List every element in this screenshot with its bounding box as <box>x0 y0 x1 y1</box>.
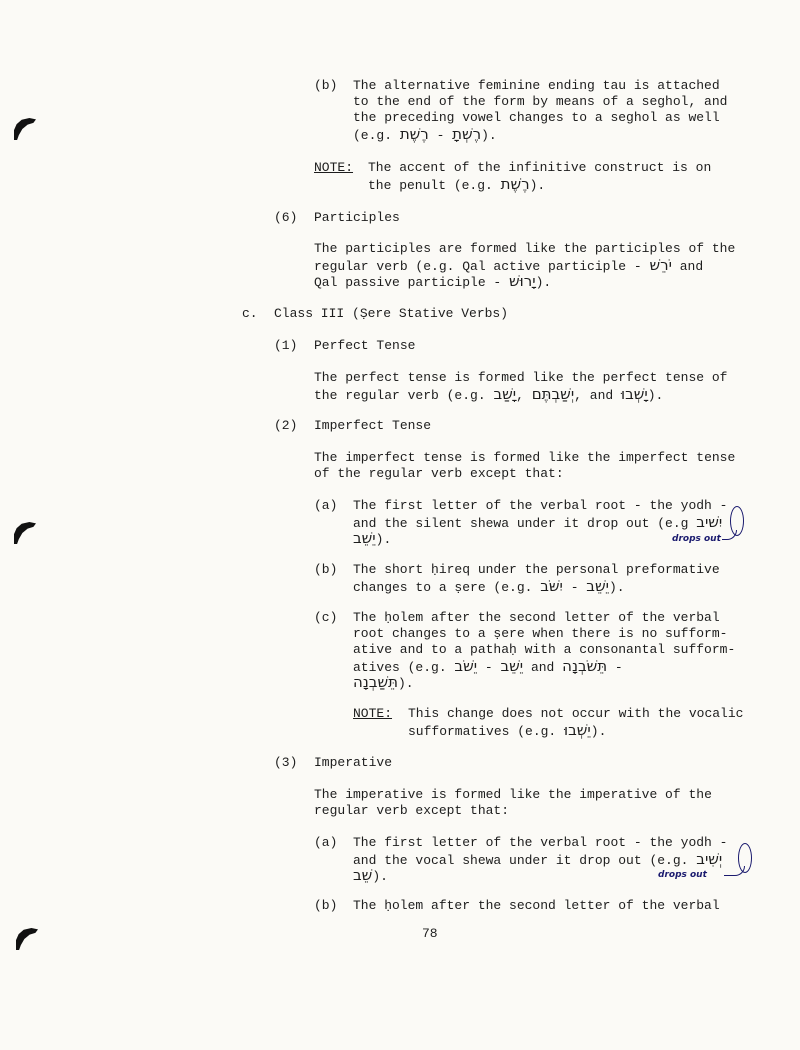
hebrew-word: תֵּשֹׁבְנָה <box>562 657 608 675</box>
section-title: Perfect Tense <box>314 338 416 353</box>
hebrew-word: יִשֹּׁב <box>540 577 563 595</box>
text-line: the preceding vowel changes to a seghol as well <box>353 110 720 125</box>
section-title: Participles <box>314 210 400 225</box>
subsection-title: Class III (Ṣere Stative Verbs) <box>274 306 509 321</box>
text-fragment: - <box>477 660 501 675</box>
text-line: The ḥolem after the second letter of the verbal <box>353 610 720 625</box>
note-label: NOTE: <box>353 706 393 721</box>
text-line <box>353 530 391 548</box>
text-line <box>353 674 414 692</box>
section-title: Imperfect Tense <box>314 418 432 433</box>
hebrew-word: יֵשְׁבוּ <box>564 721 591 739</box>
text-line: ative and to a pathaḥ with a consonantal sufform- <box>353 642 736 657</box>
note-label: NOTE: <box>314 160 354 175</box>
text-line: of the regular verb except that: <box>314 466 564 481</box>
text-fragment: the penult (e.g. <box>368 178 501 193</box>
text-fragment: - <box>428 128 453 143</box>
hebrew-word: יְשִׁיב <box>696 850 723 868</box>
hebrew-word: יָרוּשׁ <box>509 272 536 290</box>
text-fragment: sufformatives (e.g. <box>408 724 565 739</box>
hebrew-word: יֵשֵׁב <box>353 529 376 547</box>
text-line <box>368 176 545 194</box>
hebrew-word: יָשַׁב <box>493 385 517 403</box>
hebrew-word: יֹרֵשׁ <box>649 256 672 274</box>
text-line: The alternative feminine ending tau is attached <box>353 78 720 93</box>
section-title: Imperative <box>314 755 393 770</box>
text-fragment: , <box>516 388 532 403</box>
text-line: The first letter of the verbal root - the yodh - <box>353 835 728 850</box>
text-fragment: the regular verb (e.g. <box>314 388 494 403</box>
punch-hole-top <box>14 118 36 140</box>
text-fragment: ). <box>590 724 607 739</box>
text-line: This change does not occur with the vocalic <box>408 706 744 721</box>
text-fragment: and the vocal shewa under it drop out (e.g. <box>353 853 697 868</box>
hebrew-word: רֶשֶׁת <box>399 125 429 143</box>
text-line <box>353 578 625 596</box>
handwritten-arrow <box>722 530 737 540</box>
text-line: to the end of the form by means of a seghol, and <box>353 94 728 109</box>
item-label: (b) <box>314 898 338 913</box>
text-line <box>353 514 722 532</box>
text-fragment: and <box>523 660 563 675</box>
hebrew-word: יֵשֵׁב <box>500 657 524 675</box>
text-fragment: (e.g. <box>353 128 400 143</box>
text-fragment: - <box>562 580 587 595</box>
text-fragment: regular verb (e.g. Qal active participle - <box>314 259 650 274</box>
text-line: The short ḥireq under the personal preformative <box>353 562 720 577</box>
hebrew-word: רֶשֶׁת <box>500 175 530 193</box>
punch-hole-middle <box>14 522 36 544</box>
text-fragment: ). <box>372 869 388 884</box>
text-fragment: ). <box>608 580 625 595</box>
item-label: (a) <box>314 835 338 850</box>
text-line: The ḥolem after the second letter of the verbal <box>353 898 720 913</box>
text-fragment: ). <box>397 676 414 691</box>
item-label: (b) <box>314 78 338 93</box>
hebrew-word: יֵשֵׁב <box>586 577 609 595</box>
text-line <box>353 867 388 885</box>
text-fragment: ). <box>529 178 546 193</box>
text-line: The accent of the infinitive construct is on <box>368 160 712 175</box>
text-line <box>314 273 551 291</box>
text-line <box>353 126 497 144</box>
text-line: The imperfect tense is formed like the imperfect tense <box>314 450 736 465</box>
subsection-label: c. <box>242 306 258 321</box>
text-line: The imperative is formed like the imperative of the <box>314 787 712 802</box>
text-line <box>314 386 663 404</box>
text-fragment: ). <box>481 128 497 143</box>
text-fragment: ). <box>535 275 552 290</box>
text-line <box>353 851 722 869</box>
text-line: The perfect tense is formed like the perfect tense of <box>314 370 728 385</box>
text-fragment: ). <box>375 532 392 547</box>
text-fragment: atives (e.g. <box>353 660 455 675</box>
hebrew-word: רֶשְׁתָ <box>452 125 482 143</box>
handwritten-arrow <box>724 866 745 876</box>
text-line <box>408 722 606 740</box>
handwritten-annotation: drops out <box>658 870 707 880</box>
section-label: (1) <box>274 338 298 353</box>
handwritten-annotation: drops out <box>672 534 721 544</box>
text-line: root changes to a ṣere when there is no sufform- <box>353 626 728 641</box>
text-fragment: , and <box>574 388 621 403</box>
text-fragment: - <box>607 660 623 675</box>
item-label: (a) <box>314 498 338 513</box>
text-fragment: Qal passive participle - <box>314 275 510 290</box>
hebrew-word: שֵׁב <box>353 866 373 884</box>
text-line: regular verb except that: <box>314 803 510 818</box>
item-label: (b) <box>314 562 338 577</box>
hebrew-word: יִשׁיב <box>696 513 723 531</box>
section-label: (2) <box>274 418 298 433</box>
text-fragment: and <box>671 259 704 274</box>
item-label: (c) <box>314 610 338 625</box>
text-line: The participles are formed like the participles of the <box>314 241 736 256</box>
text-fragment: changes to a ṣere (e.g. <box>353 580 541 595</box>
section-label: (3) <box>274 755 298 770</box>
text-fragment: and the silent shewa under it drop out (e.g <box>353 516 697 531</box>
text-fragment: ). <box>647 388 664 403</box>
hebrew-word: יְשַׁבְתֶּם <box>531 385 575 403</box>
hebrew-word: יָשְׁבוּ <box>620 385 648 403</box>
punch-hole-bottom <box>16 928 38 950</box>
page-number: 78 <box>422 926 438 941</box>
hebrew-word: יֵשֹׁב <box>454 657 478 675</box>
section-label: (6) <box>274 210 298 225</box>
hebrew-word: תֵּשַׁבְנָה <box>353 673 398 691</box>
text-line: The first letter of the verbal root - the yodh - <box>353 498 728 513</box>
